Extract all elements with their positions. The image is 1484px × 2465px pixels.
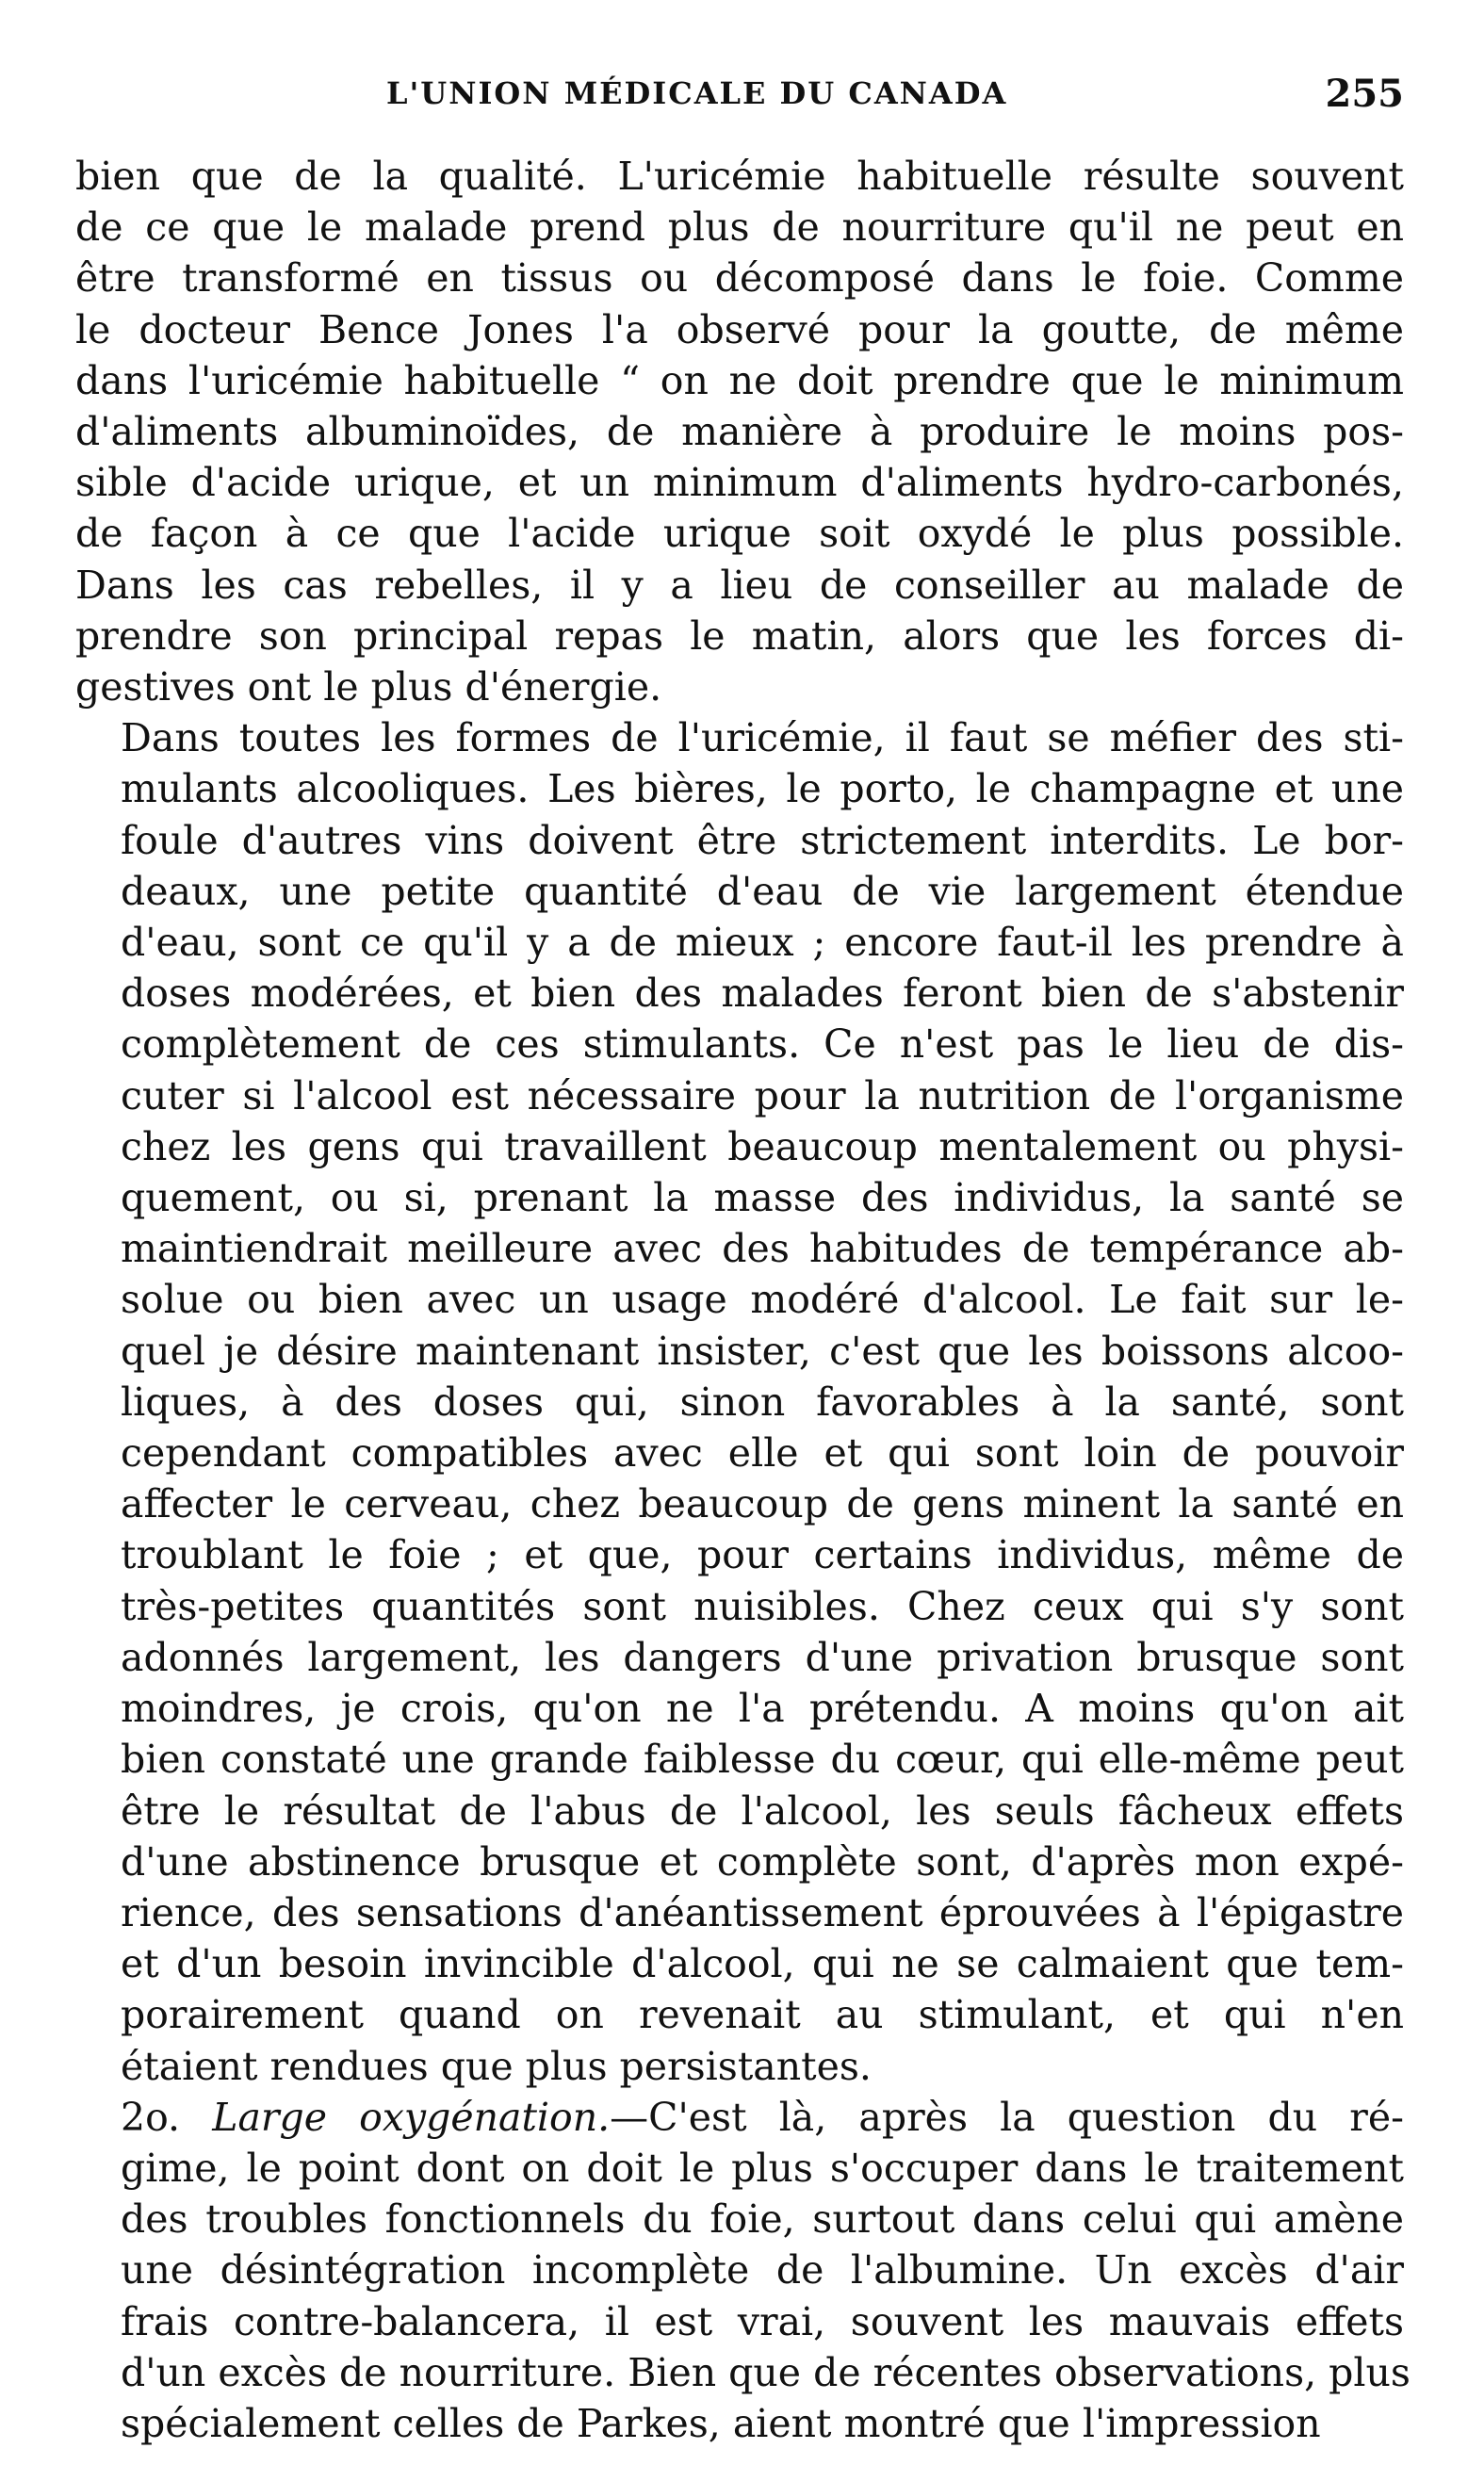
text-line: de ce que le malade prend plus de nourriture qu'il ne peut en xyxy=(75,204,1404,251)
body-text xyxy=(75,151,1411,2449)
text-line: une désintégration incomplète de l'albumine. Un excès d'air xyxy=(121,2247,1404,2294)
text-line: chez les gens qui travaillent beaucoup mentalement ou physi- xyxy=(121,1123,1404,1169)
text-line: cependant compatibles avec elle et qui sont loin de pouvoir xyxy=(121,1430,1404,1477)
text-line: doses modérées, et bien des malades feront bien de s'abstenir xyxy=(121,971,1404,1017)
text-line: prendre son principal repas le matin, alors que les forces di- xyxy=(75,612,1404,659)
text-line: cuter si l'alcool est nécessaire pour la nutrition de l'organisme xyxy=(121,1072,1404,1118)
text-line: adonnés largement, les dangers d'une privation brusque sont xyxy=(121,1634,1404,1680)
text-line: d'une abstinence brusque et complète sont, d'après mon expé- xyxy=(121,1838,1404,1885)
text-line: foule d'autres vins doivent être strictement interdits. Le bor- xyxy=(121,817,1404,863)
text-line: très-petites quantités sont nuisibles. Chez ceux qui s'y sont xyxy=(121,1583,1404,1629)
section-number: 2o. xyxy=(121,2094,181,2140)
text-line: solue ou bien avec un usage modéré d'alcool. Le fait sur le- xyxy=(121,1277,1404,1323)
text-line: quement, ou si, prenant la masse des individus, la santé se xyxy=(121,1175,1404,1221)
text-line: le docteur Bence Jones l'a observé pour la goutte, de même xyxy=(75,306,1404,352)
text-line: troublant le foie ; et que, pour certains individus, même de xyxy=(121,1532,1404,1578)
text-line: être le résultat de l'abus de l'alcool, les seuls fâcheux effets xyxy=(121,1788,1404,1834)
text-line: moindres, je crois, qu'on ne l'a prétendu. A moins qu'on ait xyxy=(121,1686,1404,1732)
text-line: frais contre-balancera, il est vrai, souvent les mauvais effets xyxy=(121,2298,1404,2344)
text-line: affecter le cerveau, chez beaucoup de gens minent la santé en xyxy=(121,1481,1404,1527)
text-line: porairement quand on revenait au stimulant, et qui n'en xyxy=(121,1992,1404,2038)
text-line: dans l'uricémie habituelle “ on ne doit prendre que le minimum xyxy=(75,357,1404,403)
text-line: Dans toutes les formes de l'uricémie, il faut se méfier des sti- xyxy=(121,715,1404,761)
running-header xyxy=(75,66,1404,122)
text-line: quel je désire maintenant insister, c'est que les boissons alcoo- xyxy=(121,1328,1404,1374)
text-line: deaux, une petite quantité d'eau de vie largement étendue xyxy=(121,868,1404,914)
text-line: d'eau, sont ce qu'il y a de mieux ; encore faut-il les prendre à xyxy=(121,920,1404,966)
text-line: liques, à des doses qui, sinon favorables à la santé, sont xyxy=(121,1379,1404,1425)
text-line: étaient rendues que plus persistantes. xyxy=(121,2043,872,2089)
text-line: mulants alcooliques. Les bières, le porto, le champagne et une xyxy=(121,766,1404,812)
text-line: gime, le point dont on doit le plus s'occuper dans le traitement xyxy=(121,2145,1404,2191)
page xyxy=(75,66,1411,2449)
section-heading: Large oxygénation. xyxy=(212,2094,611,2140)
text-line: bien constaté une grande faiblesse du cœur, qui elle-même peut xyxy=(121,1737,1404,1783)
text-line: maintiendrait meilleure avec des habitudes de tempérance ab- xyxy=(121,1226,1404,1272)
page-number: 255 xyxy=(1325,72,1404,116)
text-line: Dans les cas rebelles, il y a lieu de conseiller au malade de xyxy=(75,562,1404,608)
text-line: sible d'acide urique, et un minimum d'aliments hydro-carbonés, xyxy=(75,460,1404,506)
text-line: d'aliments albuminoïdes, de manière à produire le moins pos- xyxy=(75,409,1404,455)
text-line: spécialement celles de Parkes, aient montré que l'impression xyxy=(121,2400,1321,2446)
text-line: être transformé en tissus ou décomposé dans le foie. Comme xyxy=(75,255,1404,302)
text-line: des troubles fonctionnels du foie, surtout dans celui qui amène xyxy=(121,2196,1404,2243)
paragraph-uricemie-diet xyxy=(75,151,1404,712)
text-line: gestives ont le plus d'énergie. xyxy=(75,664,662,710)
text-line: bien que de la qualité. L'uricémie habituelle résulte souvent xyxy=(75,154,1404,199)
text-line xyxy=(75,2092,1404,2143)
journal-title: L'UNION MÉDICALE DU CANADA xyxy=(386,75,1008,111)
text-line: et d'un besoin invincible d'alcool, qui ne se calmaient que tem- xyxy=(121,1941,1404,1987)
paragraph-alcohol xyxy=(75,712,1404,2091)
section-lead-text: —C'est là, après la question du ré- xyxy=(610,2094,1404,2140)
text-line: de façon à ce que l'acide urique soit oxydé le plus possible. xyxy=(75,511,1404,557)
text-line: rience, des sensations d'anéantissement éprouvées à l'épigastre xyxy=(121,1889,1404,1935)
paragraph-oxygenation xyxy=(75,2092,1411,2449)
text-line: d'un excès de nourriture. Bien que de récentes observations, plus xyxy=(121,2349,1411,2395)
text-line: complètement de ces stimulants. Ce n'est pas le lieu de dis- xyxy=(121,1021,1404,1068)
